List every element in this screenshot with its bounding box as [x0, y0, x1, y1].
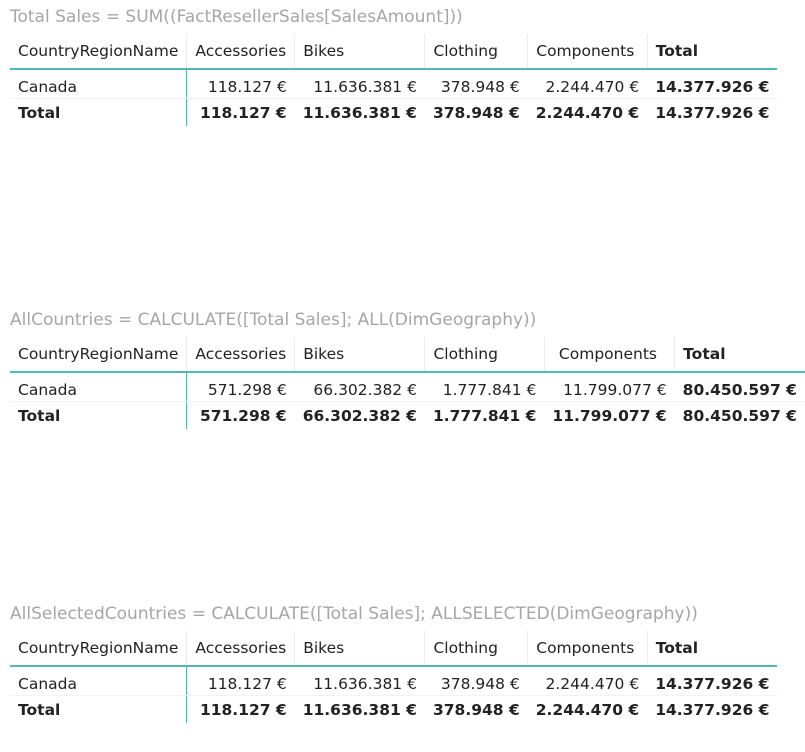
- column-header-accessories[interactable]: Accessories: [187, 337, 295, 372]
- column-header-total[interactable]: Total: [647, 631, 777, 666]
- header-row: [10, 631, 777, 666]
- cell-value: 118.127 €: [187, 666, 295, 696]
- cell-total: 11.636.381 €: [302, 700, 417, 719]
- cell-grand-total: 14.377.926 €: [655, 700, 770, 719]
- cell-total: 378.948 €: [432, 103, 520, 122]
- cell-value: 571.298 €: [187, 372, 295, 402]
- cell-value: 1.777.841 €: [425, 372, 544, 402]
- cell-row-total: 14.377.926 €: [647, 666, 777, 696]
- column-header-bikes[interactable]: Bikes: [295, 337, 425, 372]
- cell-total: 66.302.382 €: [302, 406, 417, 425]
- cell-value: 2.244.470 €: [528, 69, 647, 99]
- cell-total: 118.127 €: [199, 103, 287, 122]
- matrix-table: [10, 337, 805, 429]
- cell-value: 118.127 €: [187, 69, 295, 99]
- column-header-components[interactable]: Components: [528, 631, 647, 666]
- column-header-bikes[interactable]: Bikes: [295, 34, 425, 69]
- cell-value: 11.799.077 €: [544, 372, 674, 402]
- cell-value: 378.948 €: [425, 666, 528, 696]
- table-total-row: [10, 696, 777, 724]
- column-header-clothing[interactable]: Clothing: [425, 34, 528, 69]
- cell-total: 571.298 €: [199, 406, 287, 425]
- row-header-canada[interactable]: Canada: [10, 372, 187, 402]
- column-header-accessories[interactable]: Accessories: [187, 34, 295, 69]
- cell-value: 11.636.381 €: [295, 69, 425, 99]
- measure-title: AllCountries = CALCULATE([Total Sales]; ALL(DimGeography)): [10, 310, 537, 330]
- cell-total: 2.244.470 €: [535, 700, 640, 719]
- row-header-total: Total: [10, 402, 187, 430]
- row-header-canada[interactable]: Canada: [10, 69, 187, 99]
- table-row: [10, 69, 777, 99]
- column-header-total[interactable]: Total: [647, 34, 777, 69]
- table-total-row: [10, 402, 805, 430]
- column-header-clothing[interactable]: Clothing: [425, 337, 544, 372]
- header-row: [10, 337, 805, 372]
- column-header-country[interactable]: CountryRegionName: [10, 34, 187, 69]
- measure-title: Total Sales = SUM((FactResellerSales[SalesAmount])): [10, 7, 463, 27]
- row-header-canada[interactable]: Canada: [10, 666, 187, 696]
- column-header-total[interactable]: Total: [675, 337, 805, 372]
- table-row: [10, 666, 777, 696]
- table-total-row: [10, 99, 777, 127]
- cell-value: 66.302.382 €: [295, 372, 425, 402]
- cell-value: 2.244.470 €: [528, 666, 647, 696]
- cell-value: 11.636.381 €: [295, 666, 425, 696]
- cell-total: 11.636.381 €: [302, 103, 417, 122]
- cell-row-total: 14.377.926 €: [647, 69, 777, 99]
- column-header-country[interactable]: CountryRegionName: [10, 631, 187, 666]
- matrix-table: [10, 34, 777, 126]
- cell-row-total: 80.450.597 €: [675, 372, 805, 402]
- row-header-total: Total: [10, 99, 187, 127]
- cell-value: 378.948 €: [425, 69, 528, 99]
- column-header-components[interactable]: Components: [528, 34, 647, 69]
- column-header-accessories[interactable]: Accessories: [187, 631, 295, 666]
- header-row: [10, 34, 777, 69]
- table-row: [10, 372, 805, 402]
- cell-grand-total: 14.377.926 €: [655, 103, 770, 122]
- cell-total: 1.777.841 €: [432, 406, 537, 425]
- row-header-total: Total: [10, 696, 187, 724]
- column-header-bikes[interactable]: Bikes: [295, 631, 425, 666]
- cell-total: 11.799.077 €: [552, 406, 667, 425]
- cell-grand-total: 80.450.597 €: [682, 406, 797, 425]
- cell-total: 118.127 €: [199, 700, 287, 719]
- cell-total: 378.948 €: [432, 700, 520, 719]
- column-header-clothing[interactable]: Clothing: [425, 631, 528, 666]
- matrix-table: [10, 631, 777, 723]
- column-header-country[interactable]: CountryRegionName: [10, 337, 187, 372]
- measure-title: AllSelectedCountries = CALCULATE([Total Sales]; ALLSELECTED(DimGeography)): [10, 604, 698, 624]
- cell-total: 2.244.470 €: [535, 103, 640, 122]
- column-header-components[interactable]: Components: [544, 337, 674, 372]
